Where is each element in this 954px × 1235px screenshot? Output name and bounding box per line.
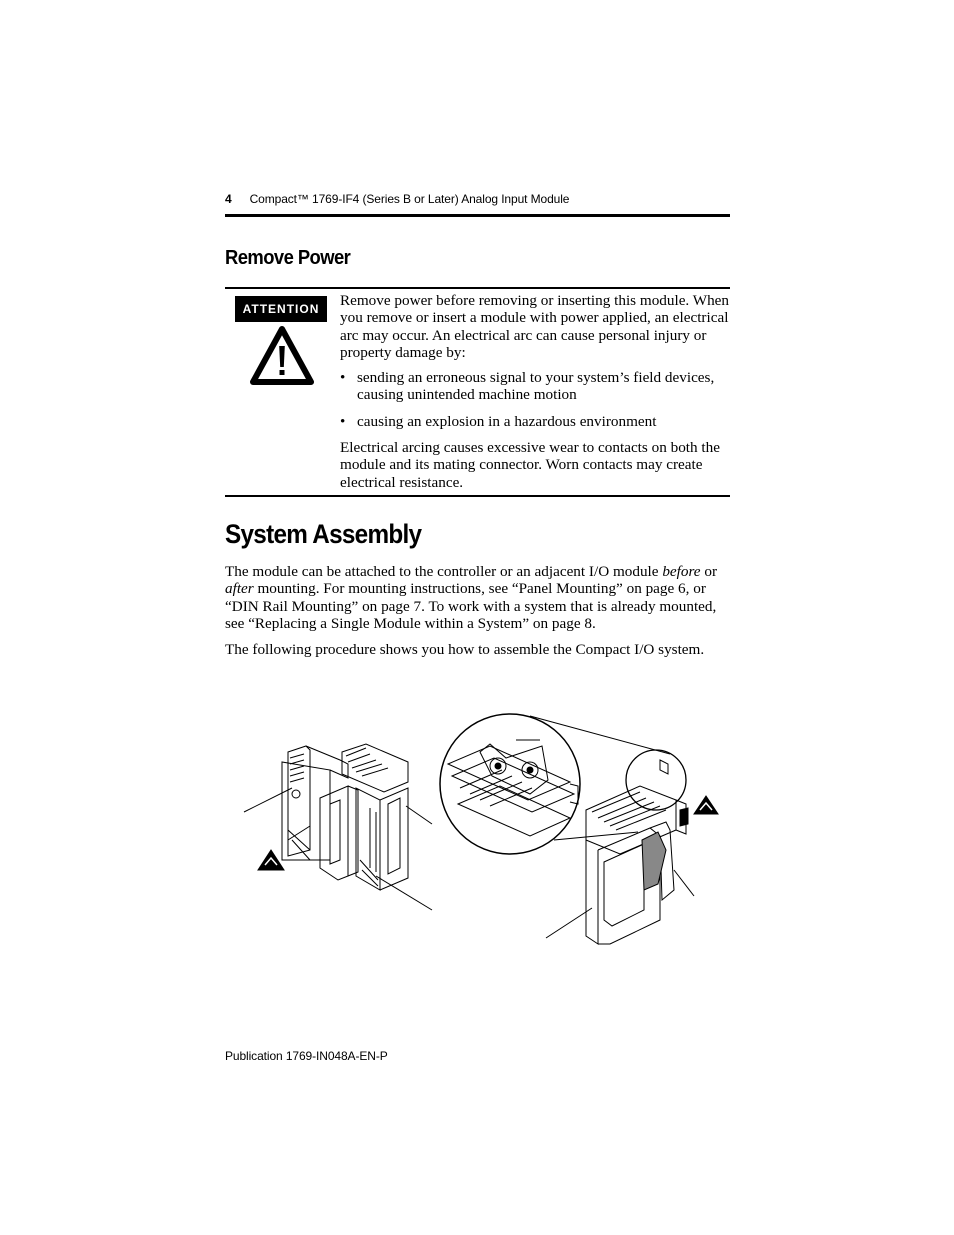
attention-bullet: • sending an erroneous signal to your system’s field devices, causing unintended machine motion (340, 369, 730, 404)
running-header (225, 192, 569, 206)
attention-bullet-list (340, 369, 730, 430)
header-rule (225, 214, 730, 217)
text-run: The module can be attached to the controller or an adjacent I/O module (225, 563, 663, 580)
attention-intro: Remove power before removing or inserting this module. When you remove or insert a module with power applied, an electrical arc may occur. An electrical arc can cause personal injury or property damage by: (340, 292, 730, 361)
attention-top-rule (225, 287, 730, 289)
attention-badge: ATTENTION (235, 296, 327, 322)
assembly-paragraph-2: The following procedure shows you how to assemble the Compact I/O system. (225, 640, 705, 658)
text-run: mounting. For mounting instructions, see “Panel Mounting” on page 6, or “DIN Rail Mounting” on page 7. To work with a system that is already mounted, see “Replacing a Single Module within a System” on page 8. (225, 580, 717, 633)
header-title: Compact™ 1769-IF4 (Series B or Later) Analog Input Module (249, 192, 570, 206)
emphasis-before: before (662, 563, 701, 580)
esd-warning-icon (694, 796, 718, 814)
section-heading-system-assembly: System Assembly (225, 519, 422, 549)
text-run: or (700, 563, 718, 580)
system-assembly-illustration (230, 700, 730, 960)
callout-line (530, 716, 670, 754)
publication-footer: Publication 1769-IN048A-EN-P (225, 1049, 388, 1063)
warning-triangle-icon (249, 324, 315, 386)
attention-bottom-rule (225, 495, 730, 497)
system-assembly-body (225, 563, 730, 666)
right-module (546, 786, 694, 944)
attention-bullet: • causing an explosion in a hazardous environment (340, 413, 730, 430)
detail-marker-circle (626, 750, 686, 810)
assembly-paragraph-1 (225, 563, 730, 633)
magnified-detail-circle (440, 714, 580, 854)
esd-warning-icon (258, 850, 284, 870)
attention-closing: Electrical arcing causes excessive wear to contacts on both the module and its mating connector. Worn contacts may create electrical resistance. (340, 439, 720, 491)
emphasis-after: after (225, 580, 254, 598)
left-module-group (244, 744, 432, 910)
attention-text (340, 292, 730, 499)
page-number: 4 (225, 192, 232, 206)
section-heading-remove-power: Remove Power (225, 247, 351, 269)
